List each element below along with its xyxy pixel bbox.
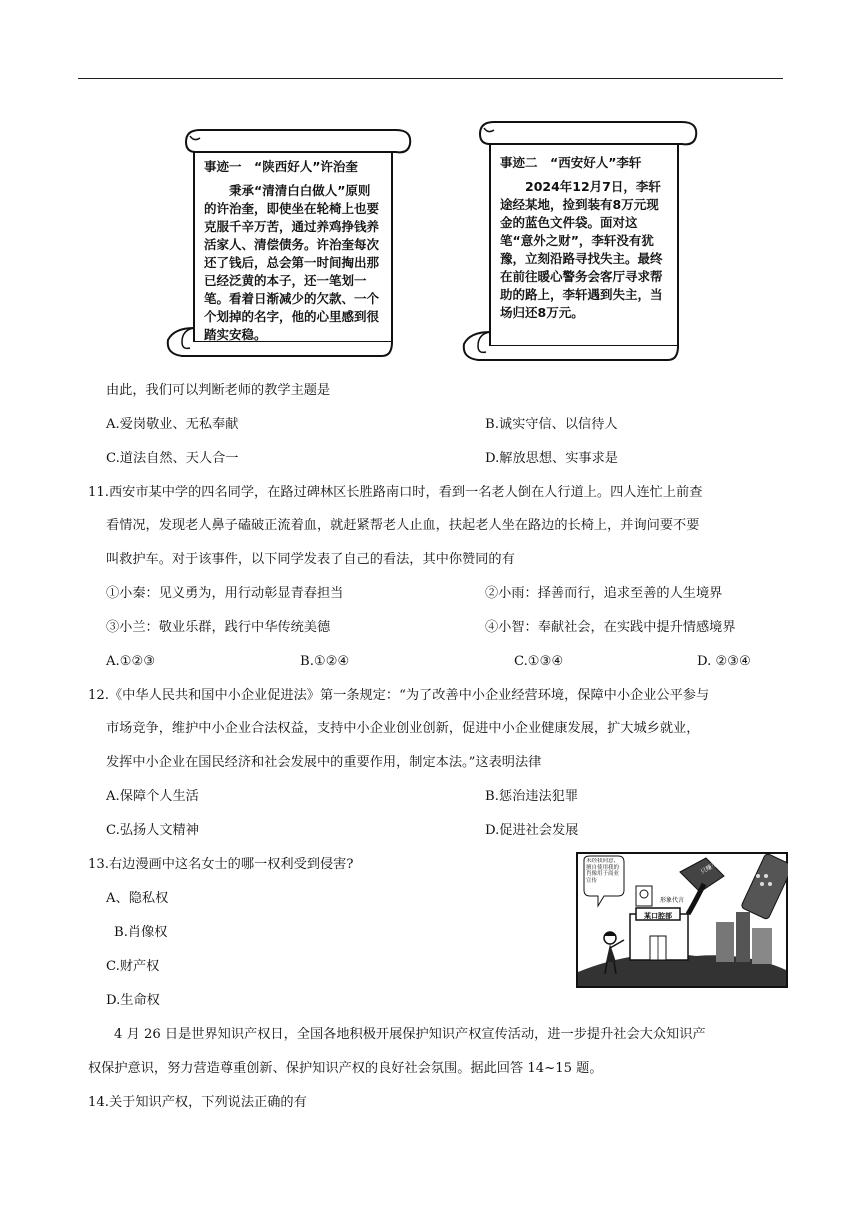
q13-option-d: D.生命权 <box>106 993 160 1008</box>
q12-stem-line-3: 发挥中小企业在国民经济和社会发展中的重要作用，制定本法。”这表明法律 <box>106 755 542 770</box>
story-1-body: 秉承“清清白白做人”原则的许治奎，即使坐在轮椅上也要克服千辛万苦，通过养鸡挣钱养活家人、清偿债务。许治奎每次还了钱后，总会第一时间掏出那已经泛黄的本子，还一笔划一笔。看着日渐减少的欠款、一个个划掉的名字，他的心里感到很踏实安稳。 <box>204 183 380 342</box>
story-1-title: 事迹一 “陕西好人”许治奎 <box>204 159 358 174</box>
q12-stem-line-1: 12.《中华人民共和国中小企业促进法》第一条规定：“为了改善中小企业经营环境，保障中小企业公平参与 <box>88 688 710 703</box>
q11-option-b: B.①②④ <box>300 654 350 669</box>
story-2-body: 2024年12月7日，李轩途经某地，捡到装有8万元现金的蓝色文件袋。面对这笔“意外之财”，李轩没有犹豫，立刻沿路寻找失主。最终在前往暖心警务会客厅寻求帮助的路上，李轩遇到失主，当场归还8万元。 <box>500 179 663 320</box>
cartoon-illustration-icon <box>576 852 788 988</box>
q10-option-c: C.道法自然、天人合一 <box>106 451 239 466</box>
q10-option-a: A.爱岗敬业、无私奉献 <box>106 417 239 432</box>
q11-option-d: D. ②③④ <box>697 654 751 669</box>
q14-stem: 14.关于知识产权，下列说法正确的有 <box>88 1095 307 1110</box>
q12-option-a: A.保障个人生活 <box>106 789 199 804</box>
q11-statement-3: ③小兰：敬业乐群，践行中华传统美德 <box>106 620 331 635</box>
q12-stem-line-2: 市场竞争，维护中小企业合法权益，支持中小企业创业创新，促进中小企业健康发展，扩大城乡就业， <box>106 721 700 736</box>
story-2-title: 事迹二 “西安好人”李轩 <box>500 155 642 170</box>
scroll-story-1 <box>160 116 415 362</box>
q11-stem-line-2: 看情况，发现老人鼻子磕破正流着血，就赶紧帮老人止血，扶起老人坐在路边的长椅上，并询问要不要 <box>106 518 700 533</box>
q11-option-c: C.①③④ <box>514 654 564 669</box>
cartoon-sign-text: 某口腔部 <box>644 912 672 920</box>
q10-option-d: D.解放思想、实事求是 <box>485 451 618 466</box>
cartoon-image <box>576 852 788 988</box>
q13-option-c: C.财产权 <box>106 959 160 974</box>
q11-stem-line-1: 11.西安市某中学的四名同学，在路过碑林区长胜路南口时，看到一名老人倒在人行道上。四人连忙上前查 <box>88 485 703 500</box>
q12-option-d: D.促进社会发展 <box>485 823 579 838</box>
scroll-story-2 <box>446 116 701 362</box>
q10-option-b: B.诚实守信、以信待人 <box>485 417 618 432</box>
cartoon-jar-text: 只赚不赔 <box>699 857 724 876</box>
q13-stem: 13.右边漫画中这名女士的哪一权利受到侵害? <box>88 857 354 872</box>
q13-option-a: A、隐私权 <box>106 891 169 906</box>
cartoon-bubble-text: 未经我同意，擅自使用我的肖像用于商业宣传 <box>586 858 620 884</box>
q12-option-b: B.惩治违法犯罪 <box>485 789 579 804</box>
intro-line-2: 权保护意识，努力营造尊重创新、保护知识产权的良好社会氛围。据此回答 14~15 题。 <box>88 1061 603 1076</box>
header-rule <box>78 78 783 79</box>
cartoon-tag-text: 形象代言 <box>660 897 685 904</box>
q11-statement-1: ①小秦：见义勇为，用行动彰显青春担当 <box>106 586 344 601</box>
q10-stem: 由此，我们可以判断老师的教学主题是 <box>106 383 331 398</box>
intro-line-1: 4 月 26 日是世界知识产权日，全国各地积极开展保护知识产权宣传活动，进一步提升社会大众知识产 <box>114 1027 706 1042</box>
q11-statement-4: ④小智：奉献社会，在实践中提升情感境界 <box>485 620 736 635</box>
q11-statement-2: ②小雨：择善而行，追求至善的人生境界 <box>485 586 723 601</box>
q11-option-a: A.①②③ <box>106 654 156 669</box>
q13-option-b: B.肖像权 <box>114 925 168 940</box>
q12-option-c: C.弘扬人文精神 <box>106 823 199 838</box>
q11-stem-line-3: 叫救护车。对于该事件，以下同学发表了自己的看法，其中你赞同的有 <box>106 552 515 567</box>
